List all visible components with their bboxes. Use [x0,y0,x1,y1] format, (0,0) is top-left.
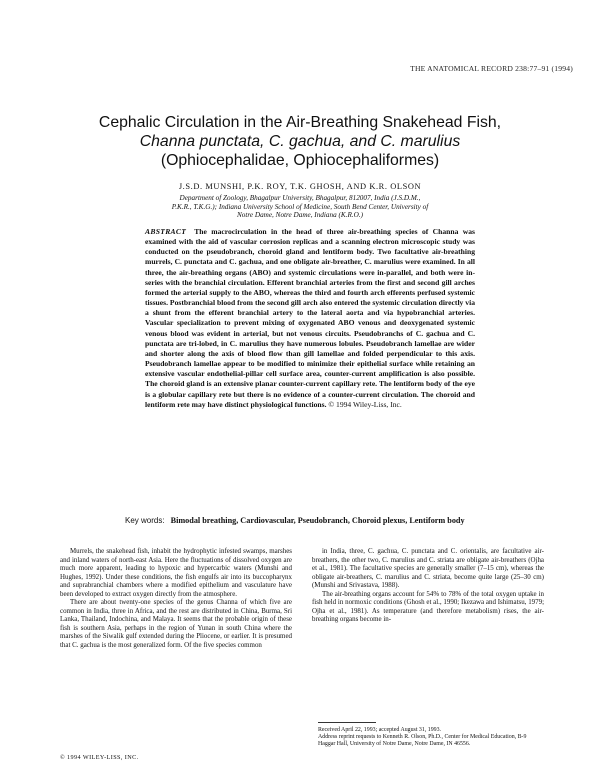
body-paragraph: in India, three, C. gachua, C. punctata and C. orientalis, are facultative air-breathers, the other two, C. marulius and C. striata are obligate air-breathers (Ojha et al., 1981). The facultative species are generally smaller (7–15 cm), whereas the obligate air-breathers, C. marulius and C. striata, become quite large (25–30 cm) (Munshi and Srivastava, 1988). [312,547,544,590]
abstract-text: The macrocirculation in the head of three air-breathing species of Channa was examined with the aid of vascular corrosion replicas and a scanning electron microscopic study was conducted on the pseudobranch, choroid gland and lentiform body. Two facultative air-breathing murrels, C. punctata and C. gachua, and one obligate air-breather, C. marulius were examined. In all three, the air-breathing organs (ABO) and systemic circulations were in-parallel, and both were in-series with the branchial circulation. Efferent branchial arteries from the first and second gill arches formed the arterial supply to the ABO, whereas the third and fourth arch efferents perfused systemic tissues. Postbranchial blood from the second gill arch also entered the systemic circulation directly via a shunt from the efferent branchial artery to the lateral aorta and via hypobranchial arteries. Vascular specialization to prevent mixing of oxygenated ABO venous and deoxygenated systemic venous blood was evident in arterial, but not venous circuits. Pseudobranchs of C. gachua and C. punctata are tri-lobed, in C. marulius they have numerous lobules. Pseudobranch lamellae are wider and shorter along the axis of blood flow than gill lamellae and folded perpendicular to this axis. Pseudobranch lamellae appear to be modified to minimize their epithelial surface while retaining an extensive vascular endothelial-pillar cell surface area, counter-current amplification is also possible. The choroid gland is an extensive planar counter-current capillary rete. The lentiform body of the eye is a globular capillary rete but there is no evidence of a counter-current circulation. The choroid and lentiform rete may have distinct physiological functions. [145,227,475,409]
body-paragraph: Murrels, the snakehead fish, inhabit the hydrophytic infested swamps, marshes and inland waters of north-east Asia. Here the fluctuations of dissolved oxygen are much more apparent, leading to hypoxic and hypercarbic waters (Munshi and Hughes, 1992). Under these conditions, the fish engulfs air into its buccopharynx and suprabranchial chambers where a modified epithelium and vasculature have been developed to extract oxygen directly from the atmosphere. [60,547,292,598]
keywords-label: Key words: [125,516,165,525]
title-line-2: Channa punctata, C. gachua, and C. marulius [139,133,461,150]
affiliation-line-1: Department of Zoology, Bhagalpur University, Bhagalpur, 812007, India (J.S.D.M., [179,194,421,202]
affiliation-line-2: P.K.R., T.K.G.); Indiana University School of Medicine, South Bend Center, University of [171,202,429,211]
footnote [318,727,538,748]
abstract-copyright: © 1994 Wiley-Liss, Inc. [328,399,402,409]
footnote-divider [318,722,376,723]
keywords [125,515,475,526]
title-line-1: Cephalic Circulation in the Air-Breathing Snakehead Fish, [98,114,502,131]
footnote-received: Received April 22, 1993; accepted August 31, 1993. [318,727,442,733]
affiliation-line-3: Notre Dame, Notre Dame, Indiana (K.R.O.) [236,211,364,220]
body-paragraph: The air-breathing organs account for 54% to 78% of the total oxygen uptake in fish held in normoxic conditions (Ghosh et al., 1990; Ikezawa and Ishimatsu, 1979; Ojha et al., 1981). As temperature (and therefore metabolism) rises, the air-breathing organs become in- [312,589,544,624]
abstract-label: ABSTRACT [145,227,187,236]
affiliations [130,194,470,220]
title-line-3: (Ophiocephalidae, Ophiocephaliformes) [160,152,440,169]
article-title [0,113,600,170]
footnote-address: Address reprint requests to Kenneth R. Olson, Ph.D., Center for Medical Education, B-9 Haggar Hall, University of Notre Dame, Notre Dame, IN 46556. [318,734,527,747]
journal-header: THE ANATOMICAL RECORD 238:77–91 (1994) [410,64,573,73]
publisher-copyright: © 1994 WILEY-LISS, INC. [60,754,139,761]
author-list: J.S.D. MUNSHI, P.K. ROY, T.K. GHOSH, AND K.R. OLSON [178,182,422,191]
body-paragraph: There are about twenty-one species of the genus Channa of which five are common in India, three in Africa, and the rest are distributed in China, Burma, Sri Lanka, Thailand, Indochina, and Malaya. It seems that the probable origin of these fish is southern Asia, perhaps in the region of Yunan in south China where the marshes of the Siwalik gulf extended during the Pliocene, or earlier. It is presumed that C. gachua is the most generalized form. Of the five species common [60,598,292,650]
keywords-text: Bimodal breathing, Cardiovascular, Pseudobranch, Choroid plexus, Lentiform body [170,516,465,525]
body-column-right [312,547,544,624]
body-column-left [60,547,292,650]
abstract-block [145,227,475,410]
